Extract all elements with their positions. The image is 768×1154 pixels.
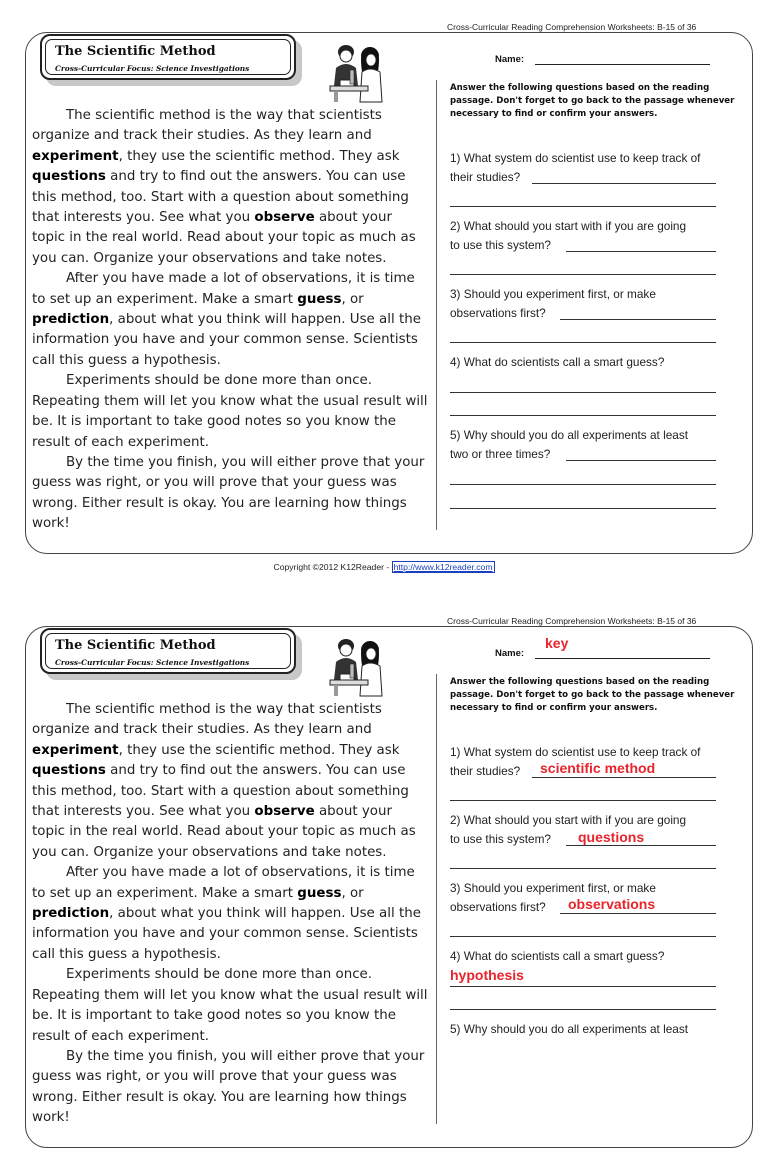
worksheet-blank	[0, 0, 768, 572]
column-divider	[436, 80, 437, 530]
passage-paragraph: Experiments should be done more than once. Repeating them will let you know what the usual result will be. It is important to take good notes so you know the result of each experiment.	[32, 373, 428, 450]
answer-line[interactable]	[450, 274, 716, 275]
question-4: 4) What do scientists call a smart guess?	[450, 355, 665, 369]
worksheet-title: The Scientific Method	[55, 638, 216, 653]
scientists-illustration-icon	[326, 40, 390, 104]
title-box	[40, 628, 296, 674]
worksheet-answer-key	[0, 594, 768, 1154]
answer-line[interactable]	[450, 484, 716, 485]
passage-paragraph: By the time you finish, you will either prove that your guess was right, or you will prove that your guess was wrong. Either result is okay. You are learning how things work!	[32, 454, 425, 532]
answer-line[interactable]	[450, 508, 716, 509]
name-field[interactable]	[535, 64, 710, 65]
answer-line[interactable]	[532, 183, 716, 184]
copyright-footer: Copyright ©2012 K12Reader - http://www.k12reader.com	[273, 562, 493, 572]
scientists-illustration-icon	[326, 634, 390, 698]
worksheet-header: Cross-Curricular Reading Comprehension Worksheets: B-15 of 36	[447, 22, 697, 32]
passage-paragraph: Experiments should be done more than once. Repeating them will let you know what the usual result will be. It is important to take good notes so you know the result of each experiment.	[32, 967, 428, 1044]
answer-line[interactable]	[560, 319, 716, 320]
title-box	[40, 34, 296, 80]
answer-line[interactable]	[450, 1009, 716, 1010]
question-4: 4) What do scientists call a smart guess?	[450, 949, 665, 963]
name-label: Name:	[495, 648, 525, 659]
question-2: 2) What should you start with if you are going to use this system?	[450, 219, 687, 252]
passage-paragraph: The scientific method is the way that scientists organize and track their studies. As they learn and experiment, they use the scientific method. They ask questions and try to find out the answers. You can use this method, too. Start with a question about something that interests you. See what you observe about your topic in the real world. Read about your topic as much as you can. Organize your observations and take notes.	[32, 108, 416, 266]
name-label: Name:	[495, 54, 525, 65]
answer-line[interactable]	[450, 800, 716, 801]
answer-1: scientific method	[540, 760, 656, 776]
answer-line[interactable]	[560, 913, 716, 914]
question-1: 1) What system do scientist use to keep track of their studies?	[450, 745, 701, 778]
instructions: Answer the following questions based on the reading passage. Don't forget to go back to the passage whenever necessary to find or confirm your answers.	[450, 83, 735, 119]
answer-line[interactable]	[566, 251, 716, 252]
answer-line[interactable]	[450, 986, 716, 987]
worksheet-subtitle: Cross-Curricular Focus: Science Investigations	[55, 658, 250, 667]
passage-paragraph: The scientific method is the way that scientists organize and track their studies. As they learn and experiment, they use the scientific method. They ask questions and try to find out the answers. You can use this method, too. Start with a question about something that interests you. See what you observe about your topic in the real world. Read about your topic as much as you can. Organize your observations and take notes.	[32, 702, 416, 860]
answer-3: observations	[568, 896, 656, 912]
passage-paragraph: After you have made a lot of observations, it is time to set up an experiment. Make a smart guess, or prediction, about what you think will happen. Use all the information you have and your common sense. Scientists call this guess a hypothesis.	[32, 271, 421, 368]
question-5: 5) Why should you do all experiments at least	[450, 1022, 689, 1036]
answer-line[interactable]	[450, 392, 716, 393]
question-2: 2) What should you start with if you are going to use this system?	[450, 813, 687, 846]
reading-passage	[32, 700, 428, 1129]
answer-line[interactable]	[566, 845, 716, 846]
question-1: 1) What system do scientist use to keep track of their studies?	[450, 151, 701, 184]
name-field[interactable]	[535, 658, 710, 659]
passage-paragraph: After you have made a lot of observations, it is time to set up an experiment. Make a smart guess, or prediction, about what you think will happen. Use all the information you have and your common sense. Scientists call this guess a hypothesis.	[32, 865, 421, 962]
worksheet-subtitle: Cross-Curricular Focus: Science Investigations	[55, 64, 250, 73]
answer-line[interactable]	[450, 936, 716, 937]
instructions: Answer the following questions based on the reading passage. Don't forget to go back to the passage whenever necessary to find or confirm your answers.	[450, 677, 735, 713]
name-answer-key: key	[545, 635, 569, 651]
worksheet-title: The Scientific Method	[55, 44, 216, 59]
answer-2: questions	[578, 829, 645, 845]
reading-passage	[32, 106, 428, 535]
column-divider	[436, 674, 437, 1124]
answer-line[interactable]	[450, 342, 716, 343]
answer-line[interactable]	[450, 868, 716, 869]
question-3: 3) Should you experiment first, or make observations first?	[450, 287, 656, 320]
answer-line[interactable]	[450, 206, 716, 207]
question-5: 5) Why should you do all experiments at least two or three times?	[450, 428, 689, 461]
passage-paragraph: By the time you finish, you will either prove that your guess was right, or you will prove that your guess was wrong. Either result is okay. You are learning how things work!	[32, 1048, 425, 1126]
k12reader-link[interactable]: http://www.k12reader.com	[393, 562, 493, 572]
worksheet-header: Cross-Curricular Reading Comprehension Worksheets: B-15 of 36	[447, 616, 697, 626]
answer-line[interactable]	[532, 777, 716, 778]
answer-4: hypothesis	[450, 967, 524, 983]
answer-line[interactable]	[566, 460, 716, 461]
question-3: 3) Should you experiment first, or make observations first?	[450, 881, 656, 914]
answer-line[interactable]	[450, 415, 716, 416]
